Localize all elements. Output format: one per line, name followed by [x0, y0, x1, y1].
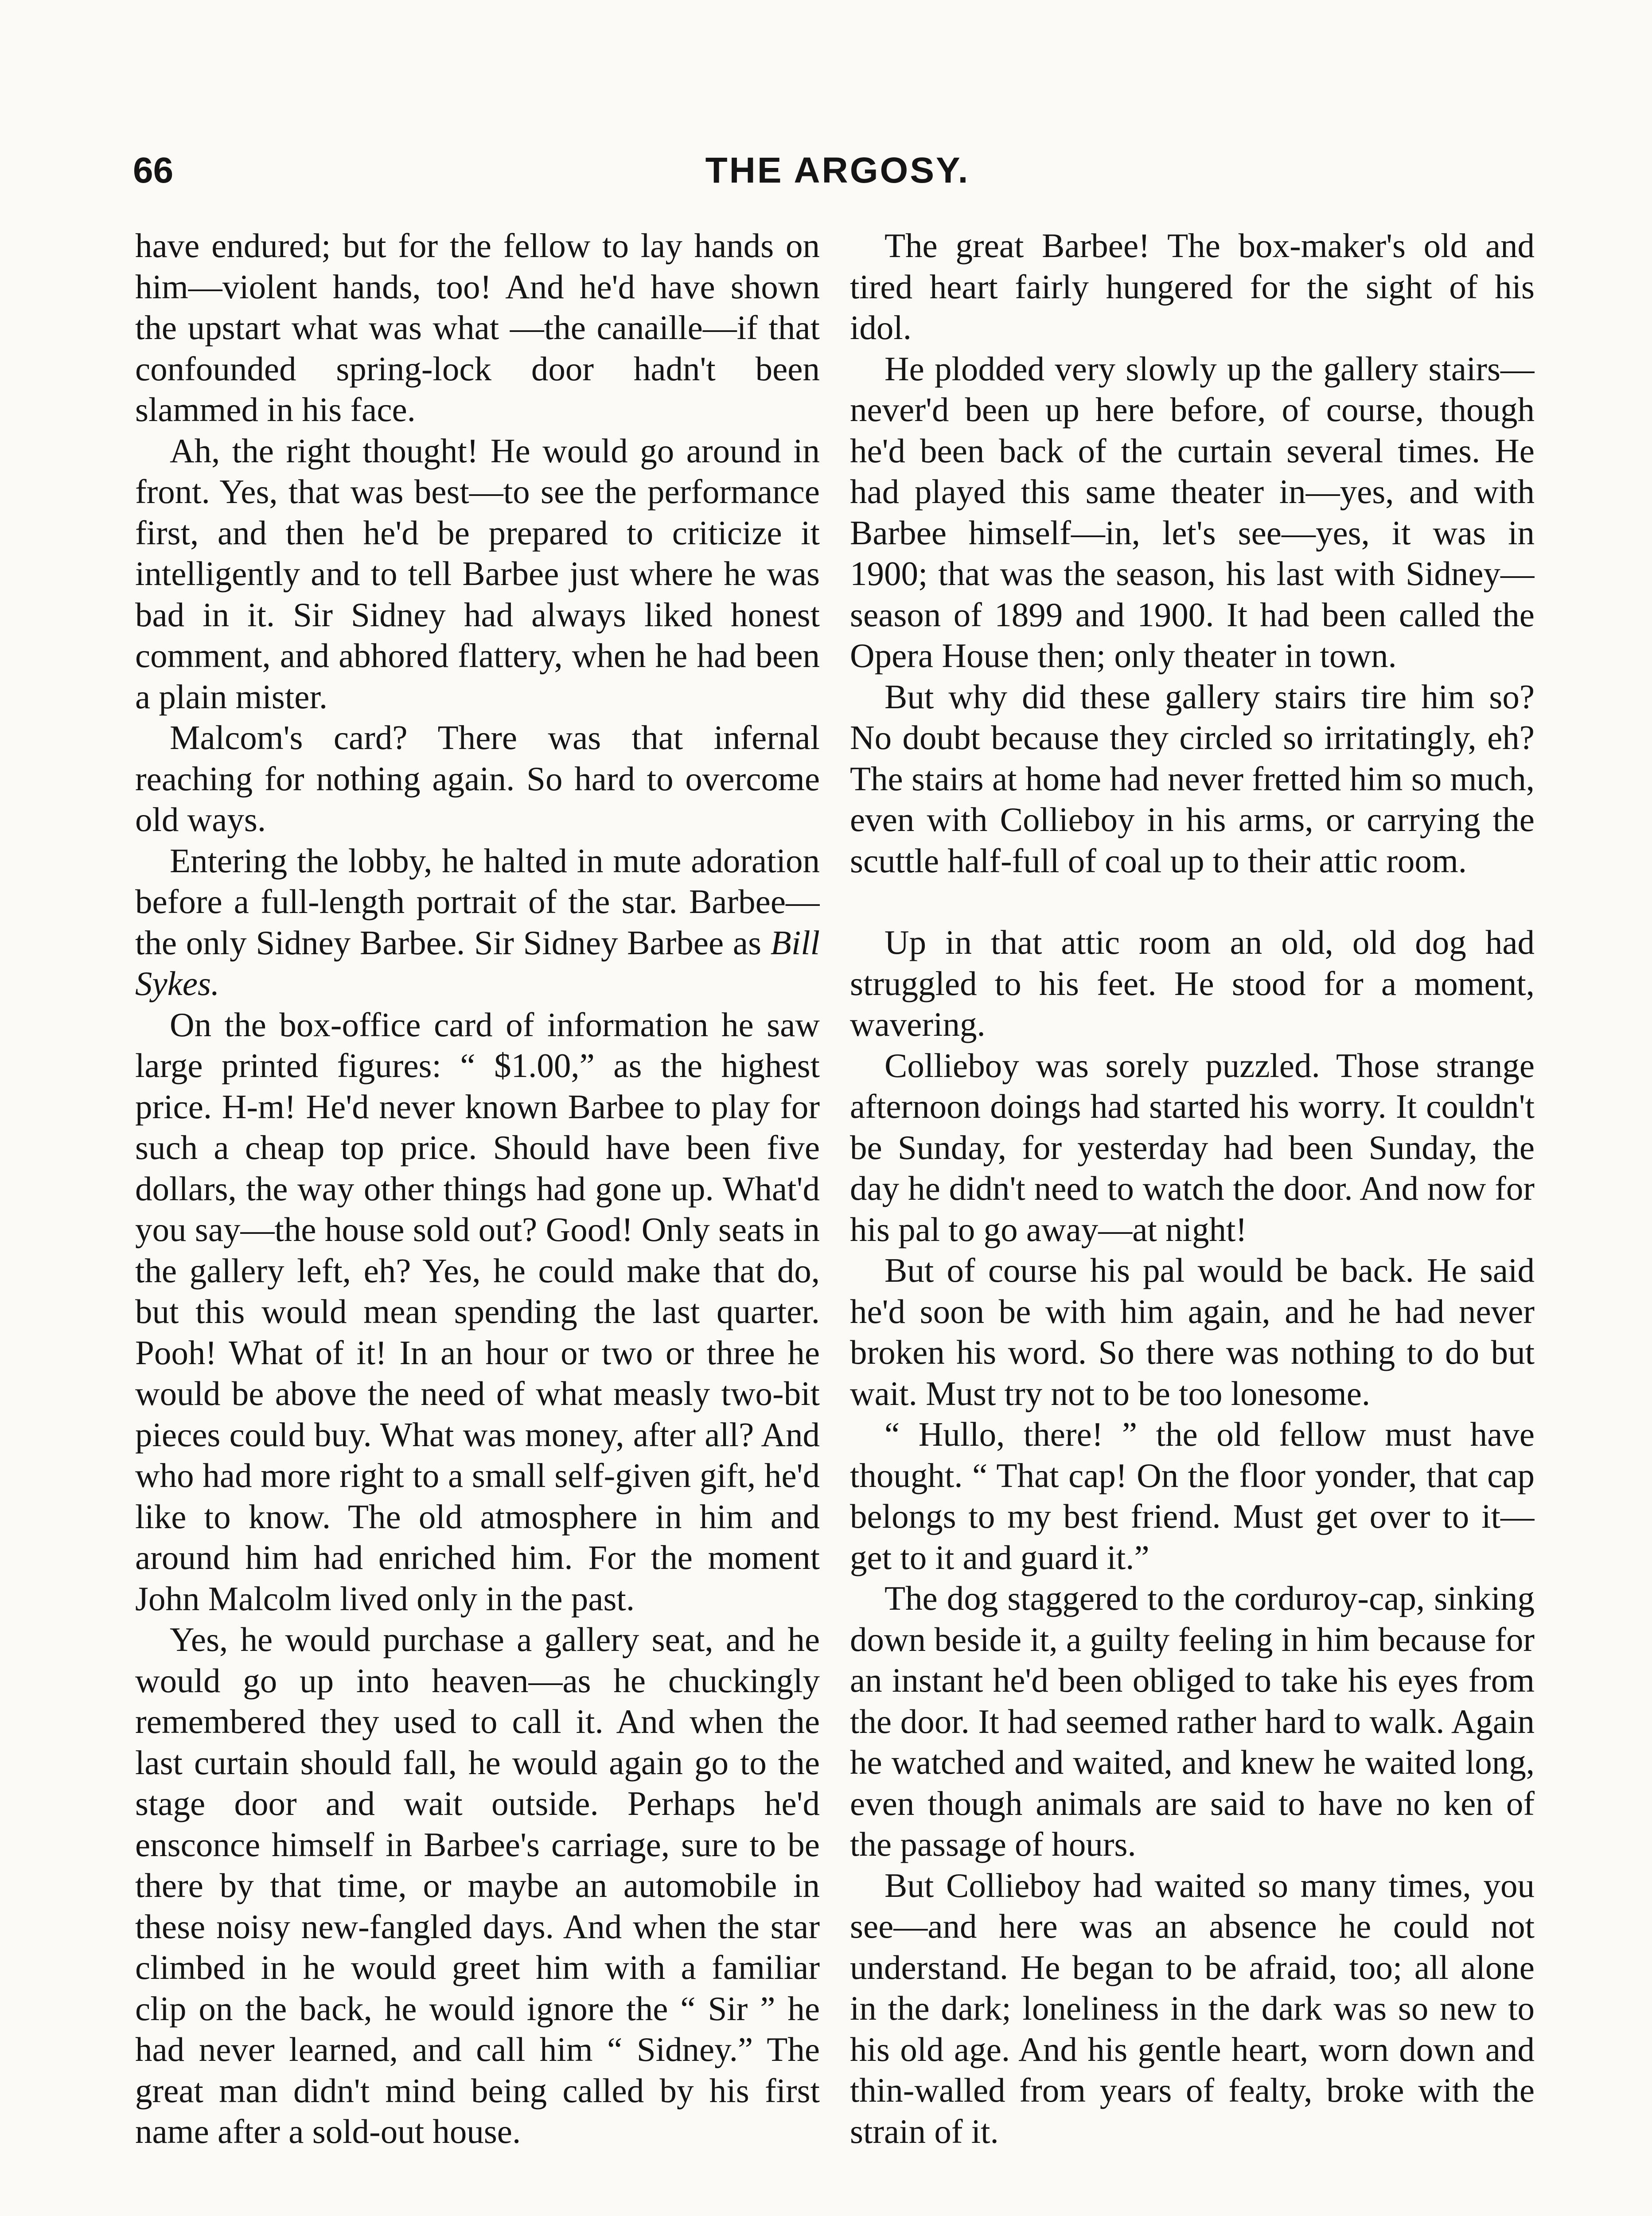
running-title: THE ARGOSY.	[705, 150, 970, 191]
paragraph: Yes, he would purchase a gallery seat, and he would go up into heaven—as he chuckingly remembered they used to call it. And when the last curtain should fall, he would again go to the stage door and wait outside. Perhaps he'd ensconce himself in Barbee's carriage, sure to be there by that time, or maybe an automobile in these noisy new-fangled days. And when the star climbed in he would greet him with a familiar clip on the back, he would ignore the “ Sir ” he had never learned, and call him “ Sidney.” The great man didn't mind being called by his first name after a sold-out house.	[135, 1620, 820, 2150]
paragraph: But Collieboy had waited so many times, you see—and here was an absence he could not understand. He began to be afraid, too; all alone in the dark; loneliness in the dark was so new to his old age. And his gentle heart, worn down and thin-walled from years of fealty, broke with the strain of it.	[850, 1866, 1535, 2150]
paragraph: On the box-office card of information he saw large printed figures: “ $1.00,” as the highest price. H-m! He'd never known Barbee to play for such a cheap top price. Should have been five dollars, the way other things had gone up. What'd you say—the house sold out? Good! Only seats in the gallery left, eh? Yes, he could make that do, but this would mean spending the last quarter. Pooh! What of it! In an hour or two or three he would be above the need of what measly two-bit pieces could buy. What was money, after all? And who had more right to a small self-given gift, he'd like to know. The old atmosphere in him and around him had enriched him. For the moment John Malcolm lived only in the past.	[135, 1005, 820, 1618]
paragraph: The dog staggered to the corduroy-cap, sinking down beside it, a guilty feeling in him because for an instant he'd been obliged to take his eyes from the door. It had seemed rather hard to walk. Again he watched and waited, and knew he waited long, even though animals are said to have no ken of the passage of hours.	[850, 1579, 1535, 1863]
paragraph: Collieboy was sorely puzzled. Those strange afternoon doings had started his worry. It couldn't be Sunday, for yesterday had been Sunday, the day he didn't need to watch the door. And now for his pal to go away—at night!	[850, 1046, 1535, 1248]
paragraph	[135, 840, 820, 1004]
paragraph: The great Barbee! The box-maker's old and tired heart fairly hungered for the sight of his idol.	[850, 226, 1535, 347]
paragraph: Malcom's card? There was that infernal reaching for nothing again. So hard to overcome old ways.	[135, 718, 820, 839]
paragraph-text: Entering the lobby, he halted in mute adoration before a full-length portrait of the star. Barbee—the only Sidney Barbee. Sir Sidney Barbee as	[135, 841, 820, 962]
italic-role-name: Bill Sykes.	[135, 923, 820, 1003]
paragraph: “ Hullo, there! ” the old fellow must have thought. “ That cap! On the floor yonder, that cap belongs to my best friend. Must get over to it—get to it and guard it.”	[850, 1415, 1535, 1576]
left-column	[135, 225, 820, 2216]
paragraph: Ah, the right thought! He would go around in front. Yes, that was best—to see the performance first, and then he'd be prepared to criticize it intelligently and to tell Barbee just where he was bad in it. Sir Sidney had always liked honest comment, and abhored flattery, when he had been a plain mister.	[135, 431, 820, 716]
paragraph: have endured; but for the fellow to lay hands on him—violent hands, too! And he'd have shown the upstart what was what —the canaille—if that confounded spring-lock door hadn't been slammed in his face.	[135, 226, 820, 429]
paragraph: He plodded very slowly up the gallery stairs—never'd been up here before, of course, though he'd been back of the curtain several times. He had played this same theater in—yes, and with Barbee himself—in, let's see—yes, it was in 1900; that was the season, his last with Sidney—season of 1899 and 1900. It had been called the Opera House then; only theater in town.	[850, 349, 1535, 675]
paragraph: Up in that attic room an old, old dog had struggled to his feet. He stood for a moment, wavering.	[850, 923, 1535, 1043]
paragraph: But why did these gallery stairs tire him so? No doubt because they circled so irritatingly, eh? The stairs at home had never fretted him so much, even with Collieboy in his arms, or carrying the scuttle half-full of coal up to their attic room.	[850, 677, 1535, 880]
paragraph: But of course his pal would be back. He said he'd soon be with him again, and he had never broken his word. So there was nothing to do but wait. Must try not to be too lonesome.	[850, 1251, 1535, 1412]
right-column	[850, 225, 1535, 2216]
running-header	[133, 148, 1542, 202]
page-number: 66	[133, 150, 174, 191]
